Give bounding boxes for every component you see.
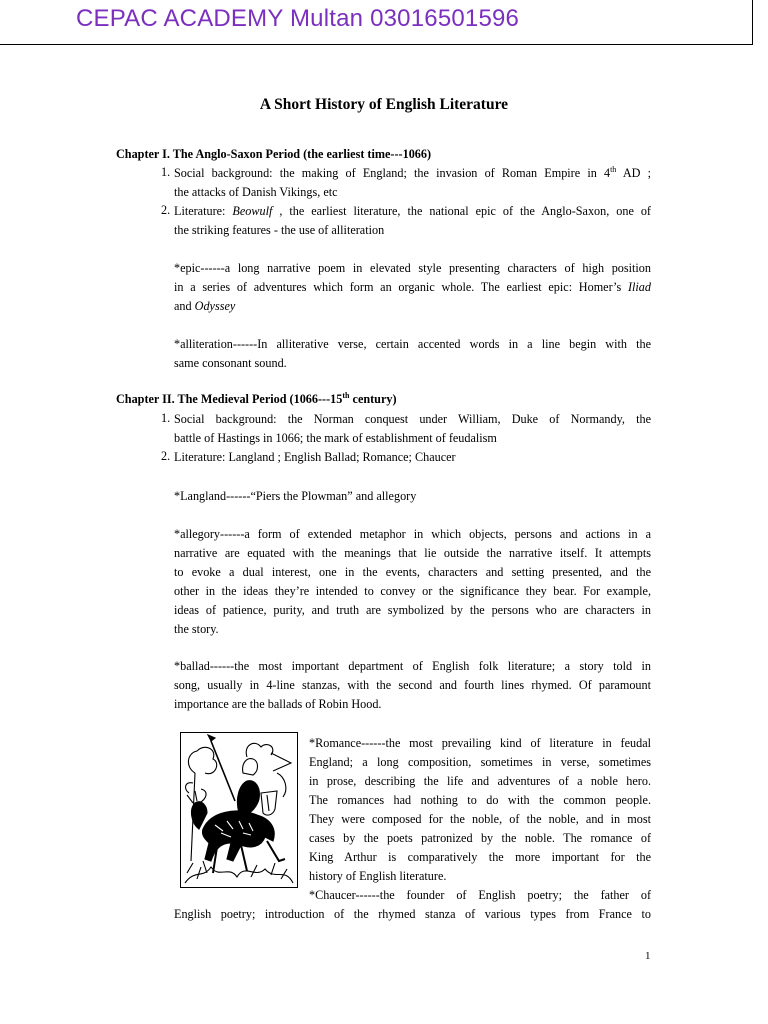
ch1-item2-line2: the striking features - the use of alliteration — [174, 223, 385, 237]
list-number: 1. — [161, 411, 171, 425]
romance-def-line3: in prose, describing the life and adventures of a noble hero. — [309, 774, 651, 788]
header-side-rule — [752, 0, 753, 45]
list-number: 2. — [161, 203, 171, 217]
alliteration-def-line2: same consonant sound. — [174, 356, 287, 370]
page-number: 1 — [645, 950, 651, 962]
romance-def-line1: *Romance------the most prevailing kind of literature in feudal — [309, 736, 651, 750]
ballad-def-line2: song, usually in 4-line stanzas, with the second and fourth lines rhymed. Of paramount — [174, 678, 651, 692]
ch2-item1-line1: Social background: the Norman conquest under William, Duke of Normandy, the — [174, 412, 651, 426]
ch2-item1-line2: battle of Hastings in 1066; the mark of establishment of feudalism — [174, 431, 497, 445]
header-rule — [0, 44, 752, 45]
epic-def-line1: *epic------a long narrative poem in elevated style presenting characters of high position — [174, 261, 651, 275]
allegory-def-line4: other in the ideas they’re intended to convey or the significance they bear. For example, — [174, 584, 651, 598]
alliteration-def-line1: *alliteration------In alliterative verse, certain accented words in a line begin with the — [174, 337, 651, 351]
allegory-def-line6: the story. — [174, 622, 219, 636]
document-title: A Short History of English Literature — [259, 96, 509, 113]
romance-def-line2: England; a long composition, sometimes in verse, sometimes — [309, 755, 651, 769]
allegory-def-line1: *allegory------a form of extended metaphor in which objects, persons and actions in a — [174, 527, 651, 541]
romance-def-line4: The romances had nothing to do with the common people. — [309, 793, 651, 807]
allegory-def-line3: to evoke a dual interest, one in the events, characters and setting presented, and the — [174, 565, 651, 579]
allegory-def-line5: ideas of patience, purity, and truth are symbolized by the persons who are characters in — [174, 603, 651, 617]
ch1-item1-line2: the attacks of Danish Vikings, etc — [174, 185, 338, 199]
langland-entry: *Langland------“Piers the Plowman” and allegory — [174, 489, 417, 503]
romance-def-line6: cases by the poets patronized by the noble. The romance of — [309, 831, 651, 845]
academy-banner: CEPAC ACADEMY Multan 03016501596 — [76, 5, 520, 32]
knight-woodcut-illustration — [180, 732, 298, 888]
romance-def-line7: King Arthur is comparatively the more important for the — [309, 850, 651, 864]
epic-def-line2: in a series of adventures which form an organic whole. The earliest epic: Homer’s Iliad — [174, 280, 651, 294]
ch1-item1-line1: Social background: the making of England; the invasion of Roman Empire in 4th AD ; — [174, 164, 651, 180]
list-number: 2. — [161, 449, 171, 463]
epic-def-line3: and Odyssey — [174, 299, 236, 313]
list-number: 1. — [161, 165, 171, 179]
ch1-item2-line1: Literature: Beowulf , the earliest literature, the national epic of the Anglo-Saxon, one of — [174, 204, 651, 218]
ballad-def-line3: importance are the ballads of Robin Hood. — [174, 697, 382, 711]
romance-def-line5: They were composed for the noble, of the noble, and in most — [309, 812, 651, 826]
chaucer-def-line2: English poetry; introduction of the rhymed stanza of various types from France to — [174, 907, 651, 921]
romance-def-line8: history of English literature. — [309, 869, 447, 883]
chapter-2-heading: Chapter II. The Medieval Period (1066---15th century) — [116, 390, 397, 406]
allegory-def-line2: narrative are equated with the meanings that lie outside the narrative itself. It attempts — [174, 546, 651, 560]
ch2-item2-line1: Literature: Langland ; English Ballad; Romance; Chaucer — [174, 450, 456, 464]
chapter-1-heading: Chapter I. The Anglo-Saxon Period (the earliest time---1066) — [116, 147, 432, 161]
ballad-def-line1: *ballad------the most important department of English folk literature; a story told in — [174, 659, 651, 673]
chaucer-def-line1: *Chaucer------the founder of English poetry; the father of — [309, 888, 651, 902]
